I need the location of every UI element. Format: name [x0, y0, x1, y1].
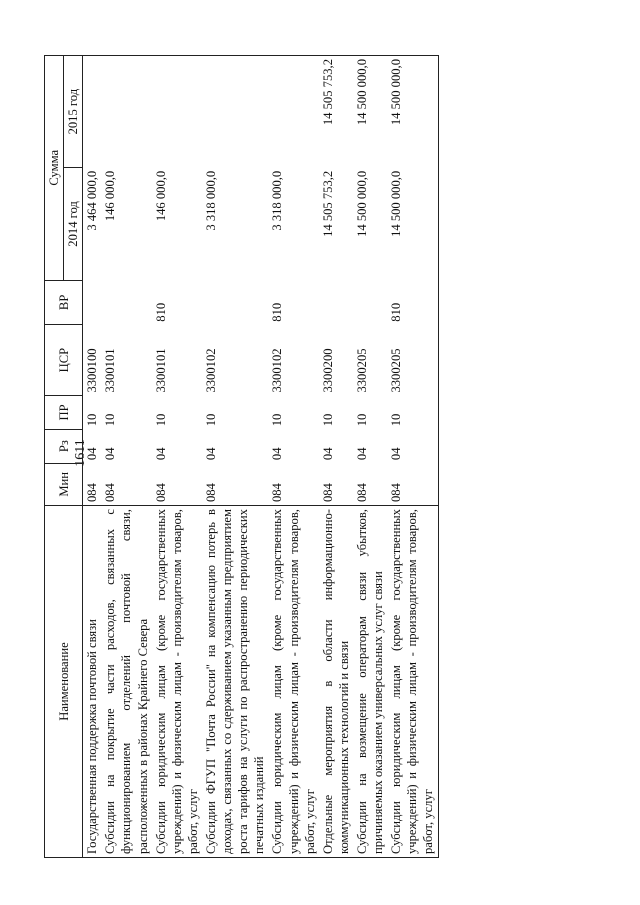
row-rz: 04: [85, 447, 100, 461]
row-min: 084: [203, 483, 218, 503]
row-min: 084: [103, 483, 118, 503]
row-sum-2014: 14 500 000,0: [387, 168, 438, 280]
rotated-document: [44, 55, 564, 858]
table-row: [83, 56, 102, 858]
row-name: Субсидии юридическим лицам (кроме государственных учреждений) и физическим лицам - производителям товаров, работ, услуг: [268, 506, 318, 858]
row-csr: 3300101: [103, 348, 118, 393]
header-vr: ВР: [45, 280, 83, 325]
row-pr: 10: [203, 413, 218, 427]
row-min: 084: [270, 483, 285, 503]
budget-table: [44, 55, 439, 858]
row-sum-2015: [152, 56, 202, 168]
header-2015: 2015 год: [64, 56, 83, 168]
row-vr: [101, 280, 151, 325]
header-2014: 2014 год: [64, 168, 83, 280]
row-sum-2015: [83, 56, 102, 168]
row-sum-2015: [101, 56, 151, 168]
row-csr: 3300102: [270, 348, 285, 393]
table-row: [319, 56, 353, 858]
row-pr: 10: [85, 413, 100, 427]
table-row: [353, 56, 387, 858]
page-number: 1611: [73, 439, 88, 467]
header-pr: ПР: [45, 396, 83, 430]
row-name: Субсидии юридическим лицам (кроме государственных учреждений) и физическим лицам - производителям товаров, работ, услуг: [152, 506, 202, 858]
row-sum-2014: 14 505 753,2: [320, 170, 335, 237]
table-row: [268, 56, 318, 858]
row-min: 084: [85, 483, 100, 503]
row-sum-2015: 14 500 000,0: [353, 56, 387, 168]
row-rz: 04: [153, 447, 168, 461]
row-csr: 3300200: [320, 348, 335, 393]
row-sum-2014: 14 500 000,0: [354, 170, 369, 237]
row-sum-2015: 14 505 753,2: [319, 56, 353, 168]
row-vr: [202, 280, 268, 325]
row-vr: 810: [153, 302, 168, 322]
row-min: 084: [354, 483, 369, 503]
row-sum-2014: 3 318 000,0: [270, 170, 285, 231]
row-pr: 10: [270, 413, 285, 427]
header-rz: Рз: [45, 429, 83, 463]
row-rz: 04: [320, 447, 335, 461]
row-name: Субсидии юридическим лицам (кроме государственных учреждений) и физическим лицам - производителям товаров, работ, услуг: [387, 506, 438, 858]
header-min: Мин: [45, 463, 83, 505]
row-pr: 10: [387, 396, 438, 430]
row-pr: 10: [320, 413, 335, 427]
row-name: Субсидии на покрытие части расходов, связанных с функционированием отделений почтовой связи, расположенных в районах Крайнего Севера: [101, 506, 151, 858]
row-pr: 10: [153, 413, 168, 427]
row-pr: 10: [354, 413, 369, 427]
row-min: 084: [153, 483, 168, 503]
row-sum-2015: [268, 56, 318, 168]
row-rz: 04: [203, 447, 218, 461]
row-name: Субсидии на возмещение операторам связи убытков, причиняемых оказанием универсальных услуг связи: [353, 506, 387, 858]
row-rz: 04: [103, 447, 118, 461]
row-vr: 810: [270, 302, 285, 322]
header-sum: Сумма: [45, 56, 64, 281]
row-rz: 04: [387, 429, 438, 463]
table-row: [387, 56, 438, 858]
row-csr: 3300101: [153, 348, 168, 393]
row-csr: 3300102: [203, 348, 218, 393]
row-sum-2014: 146 000,0: [153, 170, 168, 222]
row-rz: 04: [354, 447, 369, 461]
row-sum-2014: 3 318 000,0: [203, 170, 218, 231]
table-row: [152, 56, 202, 858]
header-csr: ЦСР: [45, 325, 83, 396]
row-min: 084: [387, 463, 438, 505]
table-row: [202, 56, 268, 858]
row-csr: 3300205: [387, 325, 438, 396]
row-vr: 810: [387, 280, 438, 325]
row-sum-2015: 14 500 000,0: [387, 56, 438, 168]
row-name: Государственная поддержка почтовой связи: [83, 506, 102, 858]
row-sum-2014: 3 464 000,0: [85, 170, 100, 231]
row-min: 084: [320, 483, 335, 503]
row-name: Субсидии ФГУП "Почта России" на компенсацию потерь в доходах, связанных со сдерживанием указанным предприятием роста тарифов на услуги по распространению периодических печатных изданий: [202, 506, 268, 858]
row-name: Отдельные мероприятия в области информационно-коммуникационных технологий и связи: [319, 506, 353, 858]
row-sum-2014: 146 000,0: [103, 170, 118, 222]
row-vr: [319, 280, 353, 325]
table-row: [101, 56, 151, 858]
row-vr: [353, 280, 387, 325]
row-sum-2015: [202, 56, 268, 168]
header-name: Наименование: [45, 506, 83, 858]
row-csr: 3300100: [85, 348, 100, 393]
row-rz: 04: [270, 447, 285, 461]
row-csr: 3300205: [354, 348, 369, 393]
row-pr: 10: [103, 413, 118, 427]
row-vr: [83, 280, 102, 325]
